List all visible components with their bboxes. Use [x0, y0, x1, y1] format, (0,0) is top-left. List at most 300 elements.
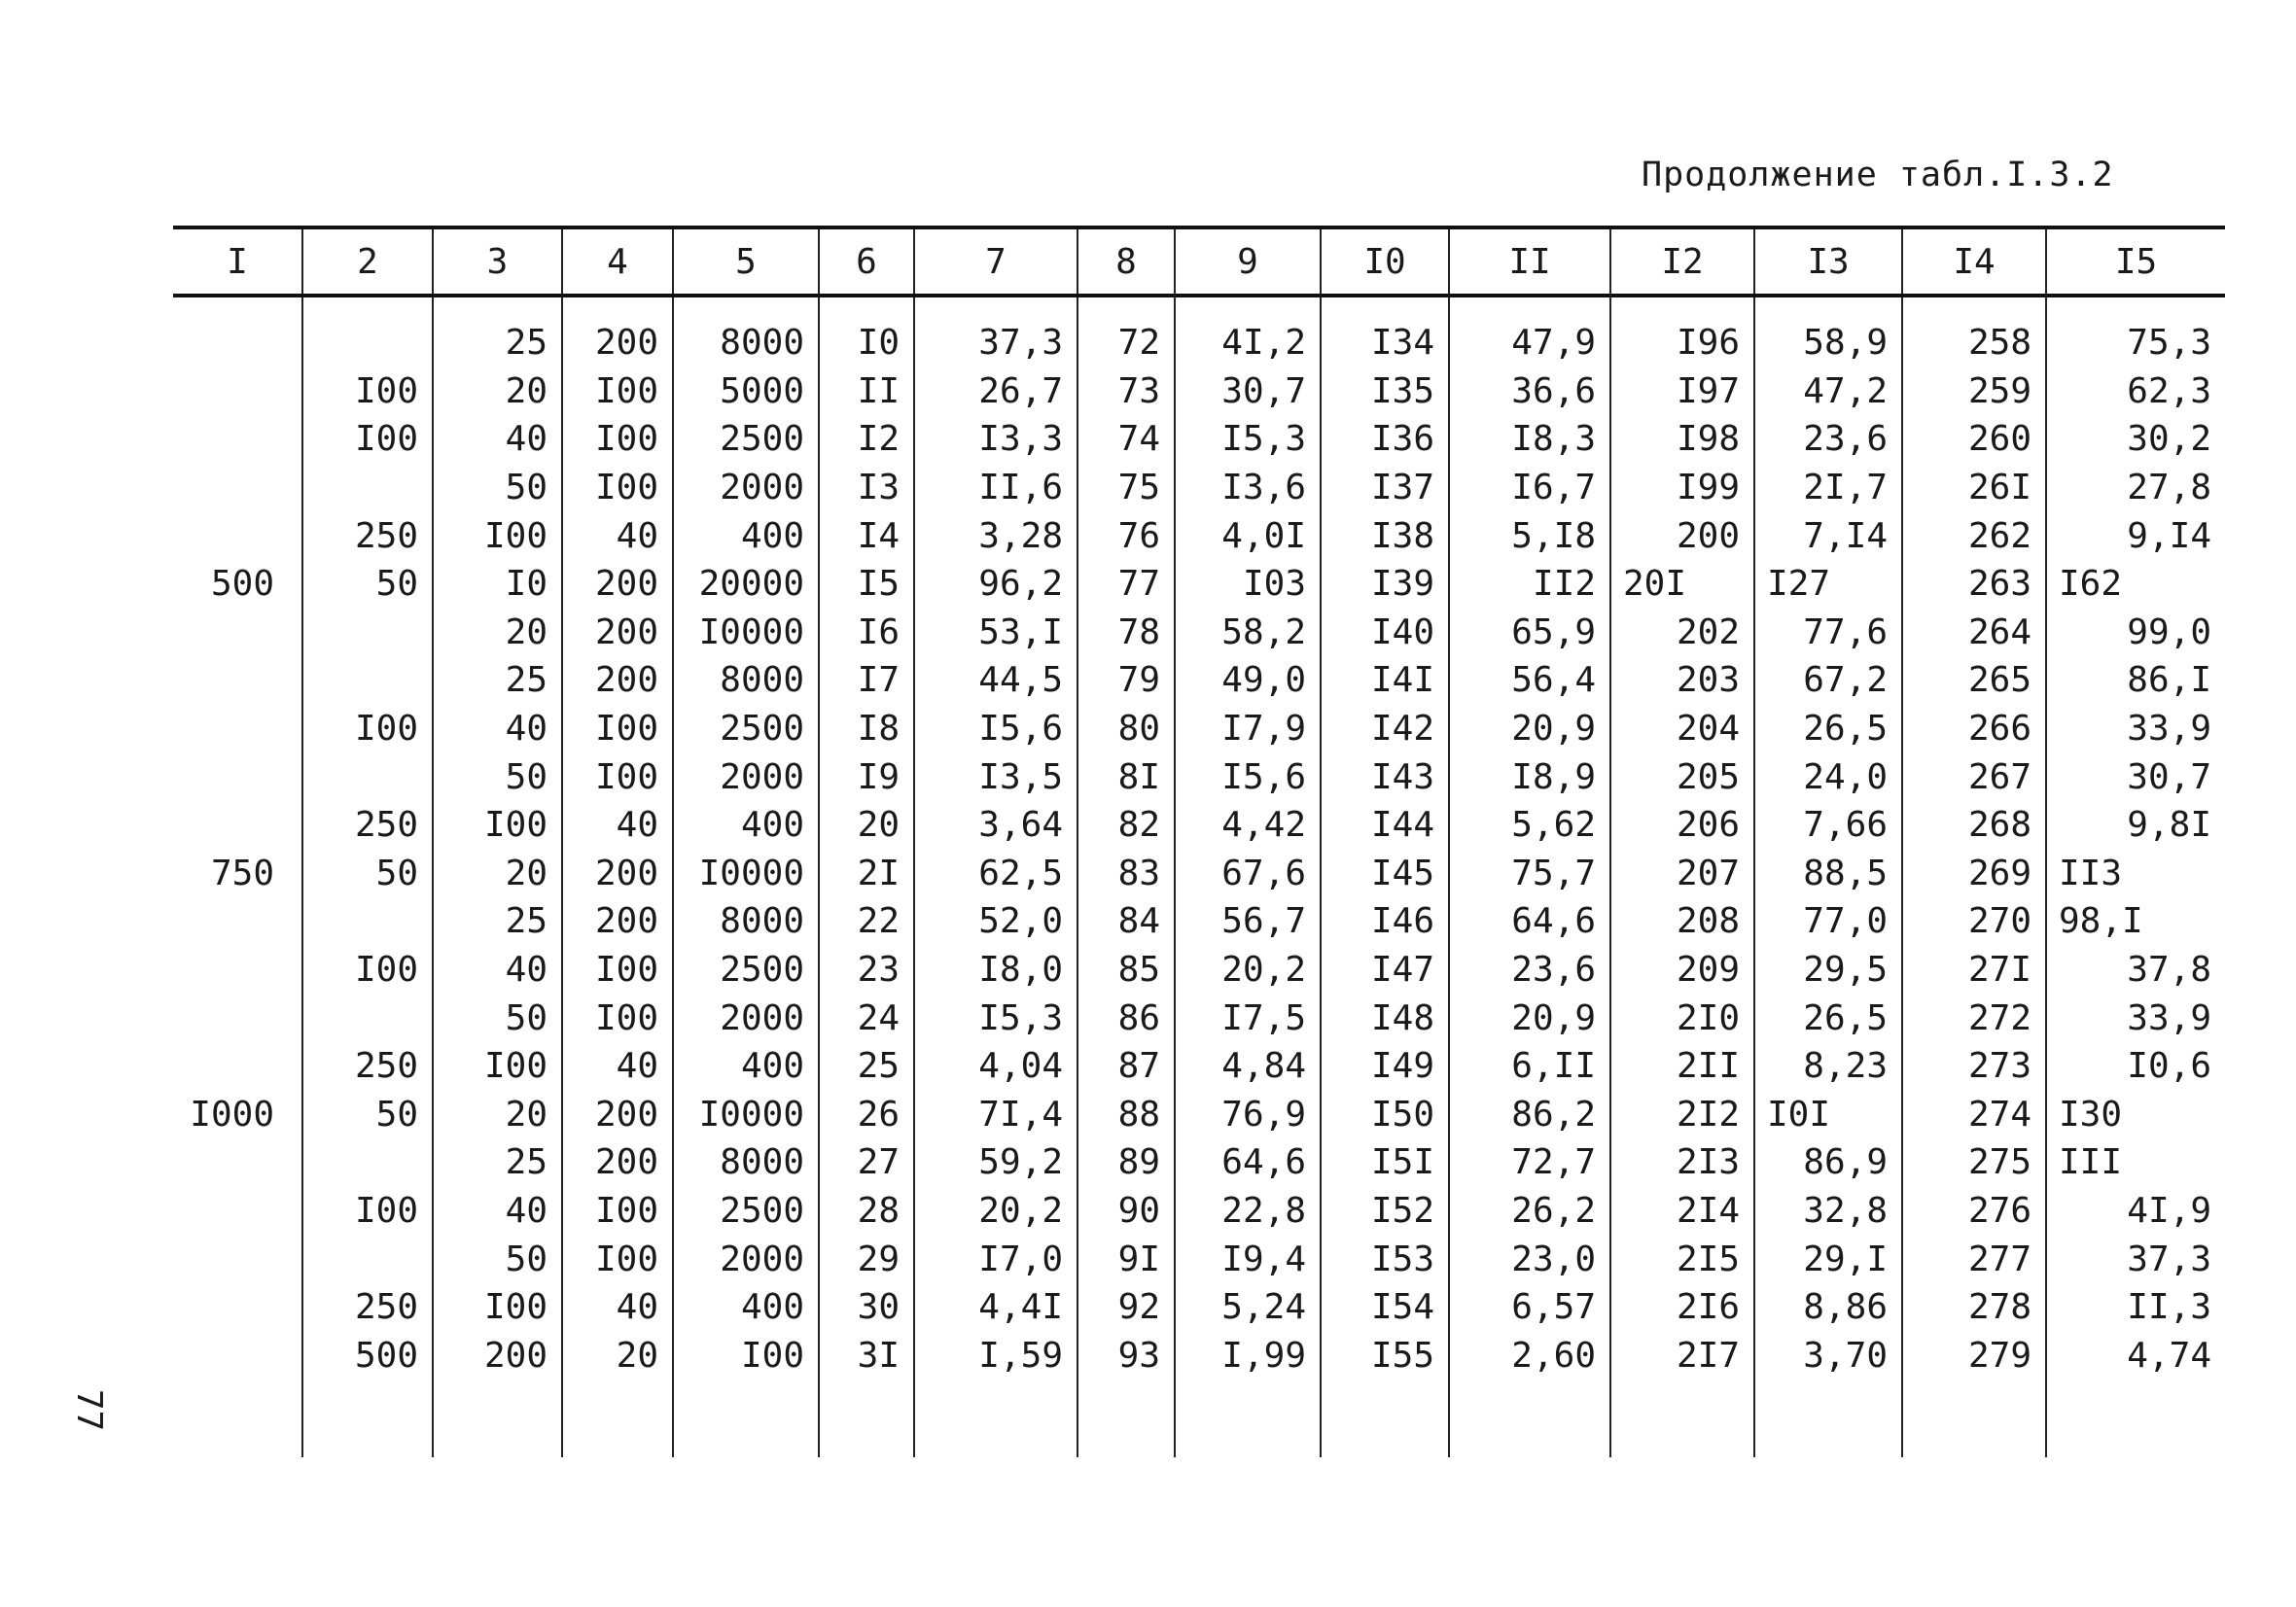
table-cell: 200	[562, 560, 673, 609]
table-cell: 58,2	[1175, 609, 1321, 657]
table-cell: 67,6	[1175, 850, 1321, 898]
table-cell: I7,9	[1175, 705, 1321, 753]
table-cell: 7,I4	[1754, 511, 1902, 560]
column-header-7: 7	[914, 227, 1077, 296]
table-cell: 92	[1077, 1283, 1175, 1332]
table-cell: 56,4	[1449, 656, 1610, 705]
table-cell: 400	[673, 511, 819, 560]
table-cell: I00	[302, 1187, 433, 1236]
table-cell: 9,I4	[2046, 511, 2225, 560]
table-cell: 72	[1077, 296, 1175, 367]
table-cell: 7,66	[1754, 801, 1902, 850]
table-cell: 209	[1610, 946, 1754, 995]
table-row	[173, 511, 2225, 560]
table-cell: 200	[562, 656, 673, 705]
table-cell: 8000	[673, 897, 819, 946]
table-cell: I35	[1321, 367, 1449, 416]
table-cell: 2I4	[1610, 1187, 1754, 1236]
table-cell: I00	[433, 1283, 562, 1332]
table-cell: 4,42	[1175, 801, 1321, 850]
column-header-1: I	[173, 227, 302, 296]
table-cell: I47	[1321, 946, 1449, 995]
table-cell	[173, 656, 302, 705]
table-cell: 86,9	[1754, 1138, 1902, 1187]
table-cell: I40	[1321, 609, 1449, 657]
table-cell: 6,II	[1449, 1042, 1610, 1091]
table-cell: I0I	[1754, 1091, 1902, 1139]
table-cell: 50	[433, 752, 562, 801]
column-header-12: I2	[1610, 227, 1754, 296]
table-cell: I3,6	[1175, 464, 1321, 512]
table-cell: I8,0	[914, 946, 1077, 995]
table-cell: I8,9	[1449, 752, 1610, 801]
table-row-spacer	[173, 1380, 2225, 1457]
table-cell: I53	[1321, 1235, 1449, 1283]
table-cell: I00	[433, 511, 562, 560]
table-row	[173, 1235, 2225, 1283]
table-row	[173, 705, 2225, 753]
table-cell: I42	[1321, 705, 1449, 753]
table-cell: 273	[1902, 1042, 2046, 1091]
table-cell	[173, 296, 302, 367]
table-cell: 30,7	[1175, 367, 1321, 416]
table-cell	[302, 1235, 433, 1283]
table-cell: I000	[190, 1094, 274, 1135]
table-cell: I3,3	[914, 415, 1077, 464]
table-cell: 250	[302, 511, 433, 560]
column-header-13: I3	[1754, 227, 1902, 296]
table-cell: 8I	[1077, 752, 1175, 801]
table-cell: I00	[562, 1187, 673, 1236]
table-cell: 5,24	[1175, 1283, 1321, 1332]
table-cell-empty	[1449, 1380, 1610, 1457]
table-cell	[173, 464, 302, 512]
table-cell: I4I	[1321, 656, 1449, 705]
column-header-4: 4	[562, 227, 673, 296]
table-cell: 4,84	[1175, 1042, 1321, 1091]
table-cell: 2000	[673, 464, 819, 512]
table-cell: II,6	[914, 464, 1077, 512]
table-cell: 86,2	[1449, 1091, 1610, 1139]
table-cell	[302, 1138, 433, 1187]
table-cell: 23,6	[1754, 415, 1902, 464]
table-cell: 8,86	[1754, 1283, 1902, 1332]
table-cell: 22,8	[1175, 1187, 1321, 1236]
table-cell	[173, 1235, 302, 1283]
table-cell: 400	[673, 801, 819, 850]
table-cell: I7,5	[1175, 994, 1321, 1042]
table-cell: 4I,2	[1175, 296, 1321, 367]
table-cell-empty	[433, 1380, 562, 1457]
table-cell: I,59	[914, 1331, 1077, 1380]
table-cell: I00	[562, 994, 673, 1042]
table-cell: I0	[819, 296, 914, 367]
table-cell	[173, 1283, 302, 1332]
table-cell: 27I	[1902, 946, 2046, 995]
table-cell: 276	[1902, 1187, 2046, 1236]
table-cell	[173, 1138, 302, 1187]
table-cell-empty	[1902, 1380, 2046, 1457]
table-cell: 6,57	[1449, 1283, 1610, 1332]
table-row	[173, 994, 2225, 1042]
table-cell: I36	[1321, 415, 1449, 464]
table-row	[173, 752, 2225, 801]
table-cell: 40	[433, 705, 562, 753]
table-cell: II3	[2046, 850, 2225, 898]
table-cell: I7	[819, 656, 914, 705]
table-cell: I00	[302, 705, 433, 753]
table-cell: I00	[562, 1235, 673, 1283]
table-cell: I00	[433, 1042, 562, 1091]
table-cell: 250	[302, 801, 433, 850]
table-cell: 23,6	[1449, 946, 1610, 995]
table-cell: 3I	[819, 1331, 914, 1380]
table-cell: 77	[1077, 560, 1175, 609]
column-header-2: 2	[302, 227, 433, 296]
column-header-9: 9	[1175, 227, 1321, 296]
table-cell: 32,8	[1754, 1187, 1902, 1236]
table-cell: 207	[1610, 850, 1754, 898]
table-cell: 262	[1902, 511, 2046, 560]
table-cell: 264	[1902, 609, 2046, 657]
table-cell: 88	[1077, 1091, 1175, 1139]
table-cell: 24,0	[1754, 752, 1902, 801]
table-cell: 65,9	[1449, 609, 1610, 657]
table-cell: 3,64	[914, 801, 1077, 850]
table-cell: 50	[433, 994, 562, 1042]
table-cell: 206	[1610, 801, 1754, 850]
table-cell: 82	[1077, 801, 1175, 850]
table-cell: 20,2	[1175, 946, 1321, 995]
table-cell: I52	[1321, 1187, 1449, 1236]
table-cell: 72,7	[1449, 1138, 1610, 1187]
table-cell: I00	[302, 367, 433, 416]
table-cell: 56,7	[1175, 897, 1321, 946]
column-header-8: 8	[1077, 227, 1175, 296]
table-row	[173, 1331, 2225, 1380]
table-cell: 28	[819, 1187, 914, 1236]
table-header	[173, 227, 2225, 296]
table-cell: 23	[819, 946, 914, 995]
table-cell: 25	[433, 296, 562, 367]
table-cell: 2I3	[1610, 1138, 1754, 1187]
table-cell: I00	[433, 801, 562, 850]
table-cell: 2II	[1610, 1042, 1754, 1091]
table-cell: 8000	[673, 656, 819, 705]
table-cell: I2	[819, 415, 914, 464]
table-cell: I0000	[673, 609, 819, 657]
table-cell: I54	[1321, 1283, 1449, 1332]
header-row	[173, 227, 2225, 296]
table-cell: 50	[433, 464, 562, 512]
table-cell: II	[819, 367, 914, 416]
table-cell: 30,7	[2046, 752, 2225, 801]
table-cell: 37,3	[2046, 1235, 2225, 1283]
table-cell: I00	[302, 415, 433, 464]
table-cell: I38	[1321, 511, 1449, 560]
table-cell: 80	[1077, 705, 1175, 753]
table-cell: 8,23	[1754, 1042, 1902, 1091]
table-cell: I7,0	[914, 1235, 1077, 1283]
table-cell: 2000	[673, 752, 819, 801]
table-cell: 20	[433, 850, 562, 898]
table-cell: 50	[302, 560, 433, 609]
table-cell: 26,2	[1449, 1187, 1610, 1236]
table-cell: 62,3	[2046, 367, 2225, 416]
table-cell: 2I2	[1610, 1091, 1754, 1139]
data-table	[173, 226, 2225, 1457]
table-cell	[173, 609, 302, 657]
table-cell: 62,5	[914, 850, 1077, 898]
table-cell: I00	[562, 415, 673, 464]
table-cell: 20000	[673, 560, 819, 609]
table-cell: 270	[1902, 897, 2046, 946]
table-cell	[173, 946, 302, 995]
table-row	[173, 850, 2225, 898]
table-row	[173, 1283, 2225, 1332]
table-row	[173, 609, 2225, 657]
table-cell: 86,I	[2046, 656, 2225, 705]
table-cell: 93	[1077, 1331, 1175, 1380]
table-cell: 274	[1902, 1091, 2046, 1139]
column-header-5: 5	[673, 227, 819, 296]
table-cell: I00	[562, 946, 673, 995]
table-cell: 85	[1077, 946, 1175, 995]
table-cell: I4	[819, 511, 914, 560]
table-cell: 400	[673, 1042, 819, 1091]
table-cell: 203	[1610, 656, 1754, 705]
table-cell: 265	[1902, 656, 2046, 705]
table-cell: I49	[1321, 1042, 1449, 1091]
table-row	[173, 897, 2225, 946]
table-cell: 59,2	[914, 1138, 1077, 1187]
table-cell: I5,3	[1175, 415, 1321, 464]
table-cell-empty	[1754, 1380, 1902, 1457]
table-cell: 75,3	[2046, 296, 2225, 367]
table-cell: 2500	[673, 415, 819, 464]
table-cell: I5,6	[1175, 752, 1321, 801]
table-cell: 208	[1610, 897, 1754, 946]
table-cell: 267	[1902, 752, 2046, 801]
table-cell: 40	[433, 415, 562, 464]
table-cell: 50	[433, 1235, 562, 1283]
table-cell: I48	[1321, 994, 1449, 1042]
table-cell: 4,4I	[914, 1283, 1077, 1332]
column-header-3: 3	[433, 227, 562, 296]
table-cell	[173, 1331, 302, 1380]
table-cell: I0,6	[2046, 1042, 2225, 1091]
table-cell: 2I,7	[1754, 464, 1902, 512]
table-row	[173, 1138, 2225, 1187]
table-cell: 5000	[673, 367, 819, 416]
table-cell: 2500	[673, 1187, 819, 1236]
table-cell: 5,62	[1449, 801, 1610, 850]
table-cell-empty	[819, 1380, 914, 1457]
table-cell: I37	[1321, 464, 1449, 512]
table-cell: 202	[1610, 609, 1754, 657]
table-cell: 76,9	[1175, 1091, 1321, 1139]
table-cell: 50	[302, 850, 433, 898]
table-cell: I97	[1610, 367, 1754, 416]
table-cell: I0000	[673, 850, 819, 898]
table-cell	[302, 897, 433, 946]
table-cell: 98,I	[2046, 897, 2225, 946]
table-cell: 2I7	[1610, 1331, 1754, 1380]
table-cell: 200	[562, 296, 673, 367]
table-cell: 4,04	[914, 1042, 1077, 1091]
table-cell-empty	[2046, 1380, 2225, 1457]
table-row	[173, 296, 2225, 367]
table-row	[173, 1042, 2225, 1091]
table-cell: I8,3	[1449, 415, 1610, 464]
table-cell-empty	[1610, 1380, 1754, 1457]
table-cell: I34	[1321, 296, 1449, 367]
table-cell: 37,8	[2046, 946, 2225, 995]
table-cell: 7I,4	[914, 1091, 1077, 1139]
table-cell: 266	[1902, 705, 2046, 753]
table-cell: 30	[819, 1283, 914, 1332]
table-cell: 3,70	[1754, 1331, 1902, 1380]
table-cell: 278	[1902, 1283, 2046, 1332]
table-cell: 500	[210, 564, 274, 605]
table-cell: 77,0	[1754, 897, 1902, 946]
table-cell: 205	[1610, 752, 1754, 801]
table-cell: 20	[433, 367, 562, 416]
table-cell: III	[2046, 1138, 2225, 1187]
table-cell: 25	[433, 656, 562, 705]
table-cell: 8000	[673, 1138, 819, 1187]
column-header-14: I4	[1902, 227, 2046, 296]
table-cell	[302, 464, 433, 512]
table-cell: 269	[1902, 850, 2046, 898]
table-cell: II,3	[2046, 1283, 2225, 1332]
table-cell: 89	[1077, 1138, 1175, 1187]
table-cell: 76	[1077, 511, 1175, 560]
table-cell: 200	[562, 850, 673, 898]
table-cell: I5,3	[914, 994, 1077, 1042]
table-cell: I55	[1321, 1331, 1449, 1380]
table-cell	[302, 609, 433, 657]
table-cell	[173, 752, 302, 801]
table-cell: 275	[1902, 1138, 2046, 1187]
table-cell: I62	[2046, 560, 2225, 609]
table-cell: 2I5	[1610, 1235, 1754, 1283]
table-cell: 250	[302, 1283, 433, 1332]
table-cell: 26,5	[1754, 705, 1902, 753]
table-cell: 44,5	[914, 656, 1077, 705]
table-cell: 33,9	[2046, 705, 2225, 753]
table-cell: 40	[562, 511, 673, 560]
table-row	[173, 367, 2225, 416]
table-cell: I30	[2046, 1091, 2225, 1139]
table-cell: 27	[819, 1138, 914, 1187]
table-cell: 47,9	[1449, 296, 1610, 367]
table-cell: 36,6	[1449, 367, 1610, 416]
table-cell: 50	[302, 1091, 433, 1139]
table-cell: 99,0	[2046, 609, 2225, 657]
table-cell-empty	[173, 1380, 302, 1457]
table-cell: 27,8	[2046, 464, 2225, 512]
table-cell: 88,5	[1754, 850, 1902, 898]
table-cell: I27	[1754, 560, 1902, 609]
table-caption: Продолжение табл.I.3.2	[1642, 156, 2114, 194]
table-cell: I8	[819, 705, 914, 753]
table-cell: I,99	[1175, 1331, 1321, 1380]
table-cell: 200	[562, 1138, 673, 1187]
table-cell: 400	[673, 1283, 819, 1332]
table-cell: 2000	[673, 994, 819, 1042]
table-cell-empty	[302, 1380, 433, 1457]
table-cell: I3,5	[914, 752, 1077, 801]
table-cell	[173, 994, 302, 1042]
table-cell: 20,9	[1449, 994, 1610, 1042]
table-cell: 58,9	[1754, 296, 1902, 367]
table-cell: 200	[1610, 511, 1754, 560]
table-cell: 64,6	[1449, 897, 1610, 946]
table-cell: 200	[562, 1091, 673, 1139]
table-cell-empty	[562, 1380, 673, 1457]
table-cell: 24	[819, 994, 914, 1042]
table-cell: II2	[1449, 560, 1610, 609]
table-cell: 23,0	[1449, 1235, 1610, 1283]
table-cell: 250	[302, 1042, 433, 1091]
table-cell: 9I	[1077, 1235, 1175, 1283]
table-cell-empty	[914, 1380, 1077, 1457]
table-cell: 40	[433, 1187, 562, 1236]
table-cell: 200	[562, 609, 673, 657]
table-cell: 30,2	[2046, 415, 2225, 464]
table-cell: 87	[1077, 1042, 1175, 1091]
table-cell: 8000	[673, 296, 819, 367]
table-cell: 37,3	[914, 296, 1077, 367]
table-cell-empty	[1321, 1380, 1449, 1457]
table-cell: 84	[1077, 897, 1175, 946]
table-cell: I0000	[673, 1091, 819, 1139]
table-cell: 3,28	[914, 511, 1077, 560]
table-cell: 750	[210, 853, 274, 893]
table-cell-empty	[1175, 1380, 1321, 1457]
table-cell: I99	[1610, 464, 1754, 512]
table-cell: 2500	[673, 705, 819, 753]
table-cell: 64,6	[1175, 1138, 1321, 1187]
table-cell: 20,9	[1449, 705, 1610, 753]
table-cell: I3	[819, 464, 914, 512]
table-cell: 83	[1077, 850, 1175, 898]
table-cell	[173, 705, 302, 753]
table-cell: 20	[562, 1331, 673, 1380]
table-cell: I00	[562, 464, 673, 512]
table-cell: I44	[1321, 801, 1449, 850]
table-cell: I00	[562, 367, 673, 416]
table-cell: 2I6	[1610, 1283, 1754, 1332]
table-cell: I43	[1321, 752, 1449, 801]
table-cell: 26,7	[914, 367, 1077, 416]
table-cell: 67,2	[1754, 656, 1902, 705]
table-cell: I00	[562, 705, 673, 753]
table-cell: 260	[1902, 415, 2046, 464]
table-cell: 26,5	[1754, 994, 1902, 1042]
table-cell: 79	[1077, 656, 1175, 705]
table-cell: 2I	[819, 850, 914, 898]
table-cell: 9,8I	[2046, 801, 2225, 850]
table-cell: 29	[819, 1235, 914, 1283]
table-cell: 86	[1077, 994, 1175, 1042]
table-cell: 200	[433, 1331, 562, 1380]
table-cell: 22	[819, 897, 914, 946]
table-cell: 29,5	[1754, 946, 1902, 995]
table-cell: 272	[1902, 994, 2046, 1042]
table-cell: I46	[1321, 897, 1449, 946]
